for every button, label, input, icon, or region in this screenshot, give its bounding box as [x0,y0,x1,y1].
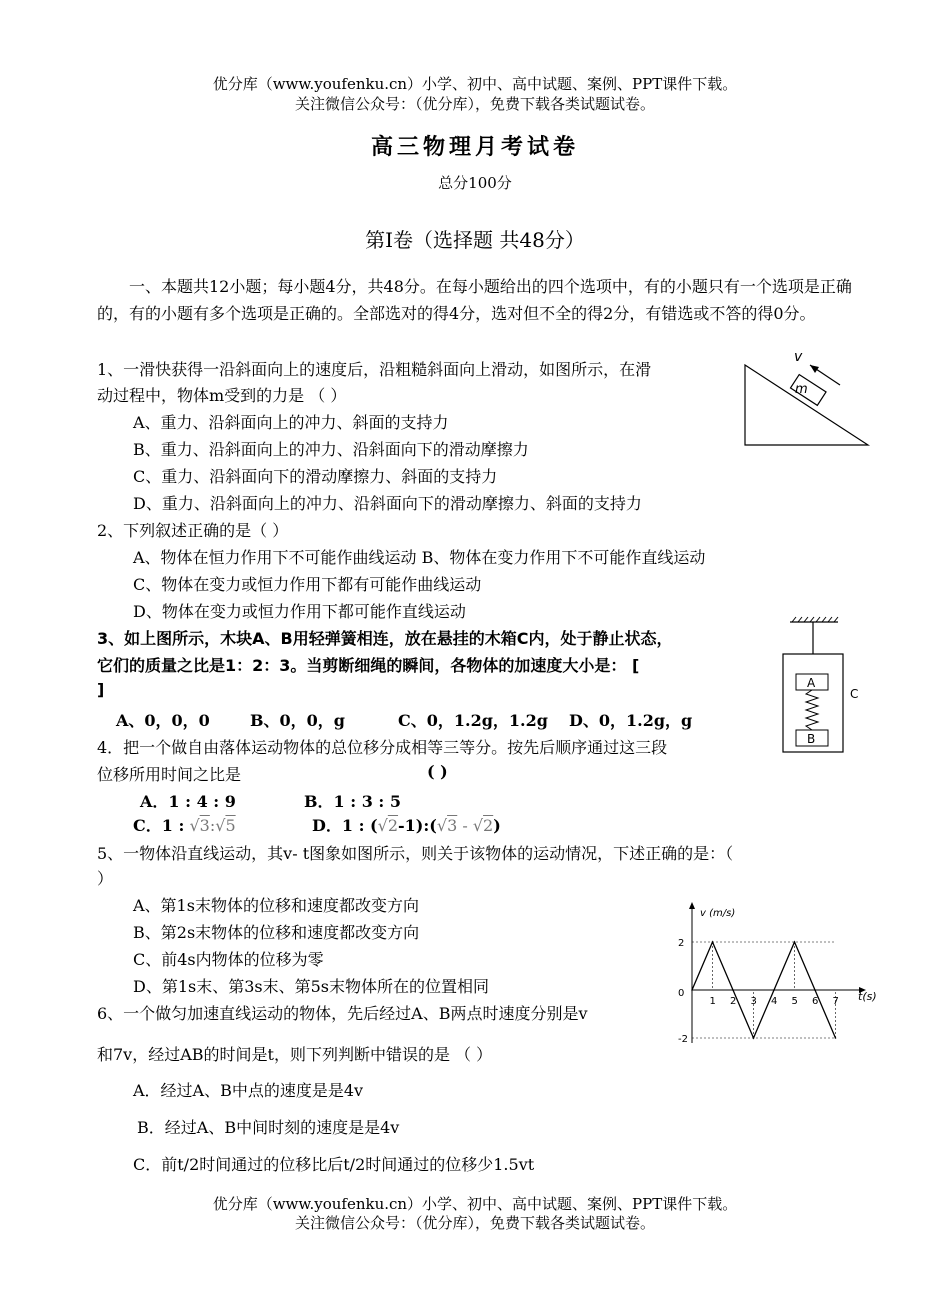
q6-option-c: C．前t/2时间通过的位移比后t/2时间通过的位移少1.5vt [133,1155,535,1174]
block-b-label: B [807,732,816,746]
header-line-2: 关注微信公众号：（优分库），免费下载各类试题试卷。 [294,95,655,113]
q5-stem-line-1: 5、一物体沿直线运动，其v- t图象如图所示，则关于该物体的运动情况，下述正确的是：（ [97,844,734,863]
page-subtitle: 总分100分 [438,174,512,192]
q6-stem-line-1: 6、一个做匀加速直线运动的物体，先后经过A、B两点时速度分别是v [97,1004,588,1023]
q3-option-b: B、0，0，g [250,711,345,730]
q3-option-d: D、0，1.2g，g [569,711,693,730]
q6-option-b: B．经过A、B中间时刻的速度是是4v [137,1118,400,1137]
velocity-arrowhead [810,365,819,373]
q1-option-d: D、重力、沿斜面向上的冲力、沿斜面向下的滑动摩擦力、斜面的支持力 [133,494,642,513]
q4-answer-paren: ( ) [427,762,448,781]
q4-option-a: A．1 : 4 : 9 [140,792,236,811]
vt-graph [668,898,890,1043]
sqrt-icon: √ [436,816,448,835]
section-heading: 第I卷（选择题 共48分） [365,228,585,252]
q5-option-a: A、第1s末物体的位移和速度都改变方向 [133,896,419,915]
q4-c-radicand-1: 3 [199,816,210,835]
block-a-label: A [807,676,816,690]
header-line-1: 优分库（www.youfenku.cn）小学、初中、高中试题、案例、PPT课件下载。 [212,75,738,93]
vt-data-point [753,1037,755,1039]
x-tick-label: 7 [832,996,839,1007]
sqrt-icon: √ [377,816,388,835]
q4-stem-line-2: 位移所用时间之比是 [97,765,242,784]
q3-stem-line-3: ] [97,680,105,699]
x-tick-label: 4 [771,996,778,1007]
page-title: 高三物理月考试卷 [370,134,579,160]
q3-stem-line-1: 3、如上图所示，木块A、B用轻弹簧相连，放在悬挂的木箱C内，处于静止状态， [97,629,673,648]
q4-option-b: B．1 : 3 : 5 [304,792,402,811]
q2-stem: 2、下列叙述正确的是（ ） [97,521,289,540]
vt-data-point [712,941,714,943]
q4-stem-line-1: 4．把一个做自由落体运动物体的总位移分成相等三等分。按先后顺序通过这三段 [97,738,668,757]
y-tick-label: -2 [678,1034,688,1043]
q2-option-d: D、物体在变力或恒力作用下都可能作直线运动 [133,602,466,621]
q4-d-radicand-2: 3 [447,816,458,835]
x-tick-label: 2 [730,996,737,1007]
y-axis-arrowhead [689,902,695,909]
q5-option-c: C、前4s内物体的位移为零 [133,950,324,969]
q6-option-a: A．经过A、B中点的速度是是4v [133,1081,364,1100]
x-tick-label: 1 [709,996,716,1007]
q1-option-b: B、重力、沿斜面向上的冲力、沿斜面向下的滑动摩擦力 [133,440,529,459]
q4-d-radicand-3: 2 [483,816,494,835]
intro-paragraph: 一、本题共12小题；每小题4分，共48分。在每小题给出的四个选项中，有的小题只有一个选项是正确的，有的小题有多个选项是正确的。全部选对的得4分，选对但不全的得2分，有错选或不答的得0分。 [97,277,852,323]
q1-stem-line-1: 1、一滑快获得一沿斜面向上的速度后，沿粗糙斜面向上滑动，如图所示，在滑 [97,360,652,379]
velocity-label: v [794,349,803,365]
q4-c-radicand-2: 5 [225,816,236,835]
q4-c-colon: : [209,816,216,835]
q4-d-end: ) [493,816,501,835]
vt-data-point [773,989,775,991]
footer-line-2: 关注微信公众号：（优分库），免费下载各类试题试卷。 [294,1214,655,1232]
q5-option-b: B、第2s末物体的位移和速度都改变方向 [133,923,420,942]
spring [806,690,818,730]
ceiling-hatching [792,617,838,622]
q3-option-a: A、0，0，0 [116,711,210,730]
sqrt-icon: √ [189,816,200,835]
vt-data-point [691,989,693,991]
x-tick-label: 3 [750,996,757,1007]
q5-option-d: D、第1s末、第3s末、第5s末物体所在的位置相同 [133,977,490,996]
sqrt-icon: √ [472,816,484,835]
q2-option-c: C、物体在变力或恒力作用下都有可能作曲线运动 [133,575,482,594]
box-c-label: C [850,687,859,701]
footer-line-1: 优分库（www.youfenku.cn）小学、初中、高中试题、案例、PPT课件下载。 [212,1195,738,1213]
vt-data-point [794,941,796,943]
y-tick-label: 2 [678,938,685,949]
incline-triangle [745,365,868,445]
vt-data-point [835,1037,837,1039]
q3-stem-line-2: 它们的质量之比是1：2：3。当剪断细绳的瞬间，各物体的加速度大小是： [ [97,656,640,675]
q4-c-prefix: C．1 : [133,816,185,835]
x-tick-label: 0 [678,988,685,999]
q5-stem-line-2: ） [97,869,114,888]
q1-stem-line-2: 动过程中，物体m受到的力是 （ ） [97,386,347,405]
x-axis-label: t(s) [858,990,877,1003]
x-tick-label: 5 [791,996,798,1007]
q4-option-c [133,813,236,836]
y-axis-label: v (m/s) [700,908,736,919]
vt-data-point [814,989,816,991]
q4-d-radicand-1: 2 [387,816,399,835]
q1-option-c: C、重力、沿斜面向下的滑动摩擦力、斜面的支持力 [133,467,498,486]
block-mass-label: m [795,382,808,397]
incline-figure [740,345,875,450]
q4-d-prefix: D．1 : ( [312,816,378,835]
q4-option-d [312,813,501,836]
q4-d-mid: -1):( [398,816,437,835]
q4-d-minus: - [457,816,473,835]
q6-stem-line-2: 和7v，经过AB的时间是t，则下列判断中错误的是 （ ） [97,1045,493,1064]
box-spring-figure [780,614,870,756]
q2-option-ab: A、物体在恒力作用下不可能作曲线运动 B、物体在变力作用下不可能作直线运动 [133,548,706,567]
sqrt-icon: √ [215,816,226,835]
x-tick-label: 6 [812,996,819,1007]
vt-data-point [732,989,734,991]
q3-option-c: C、0，1.2g，1.2g [398,711,548,730]
q1-option-a: A、重力、沿斜面向上的冲力、斜面的支持力 [133,413,449,432]
